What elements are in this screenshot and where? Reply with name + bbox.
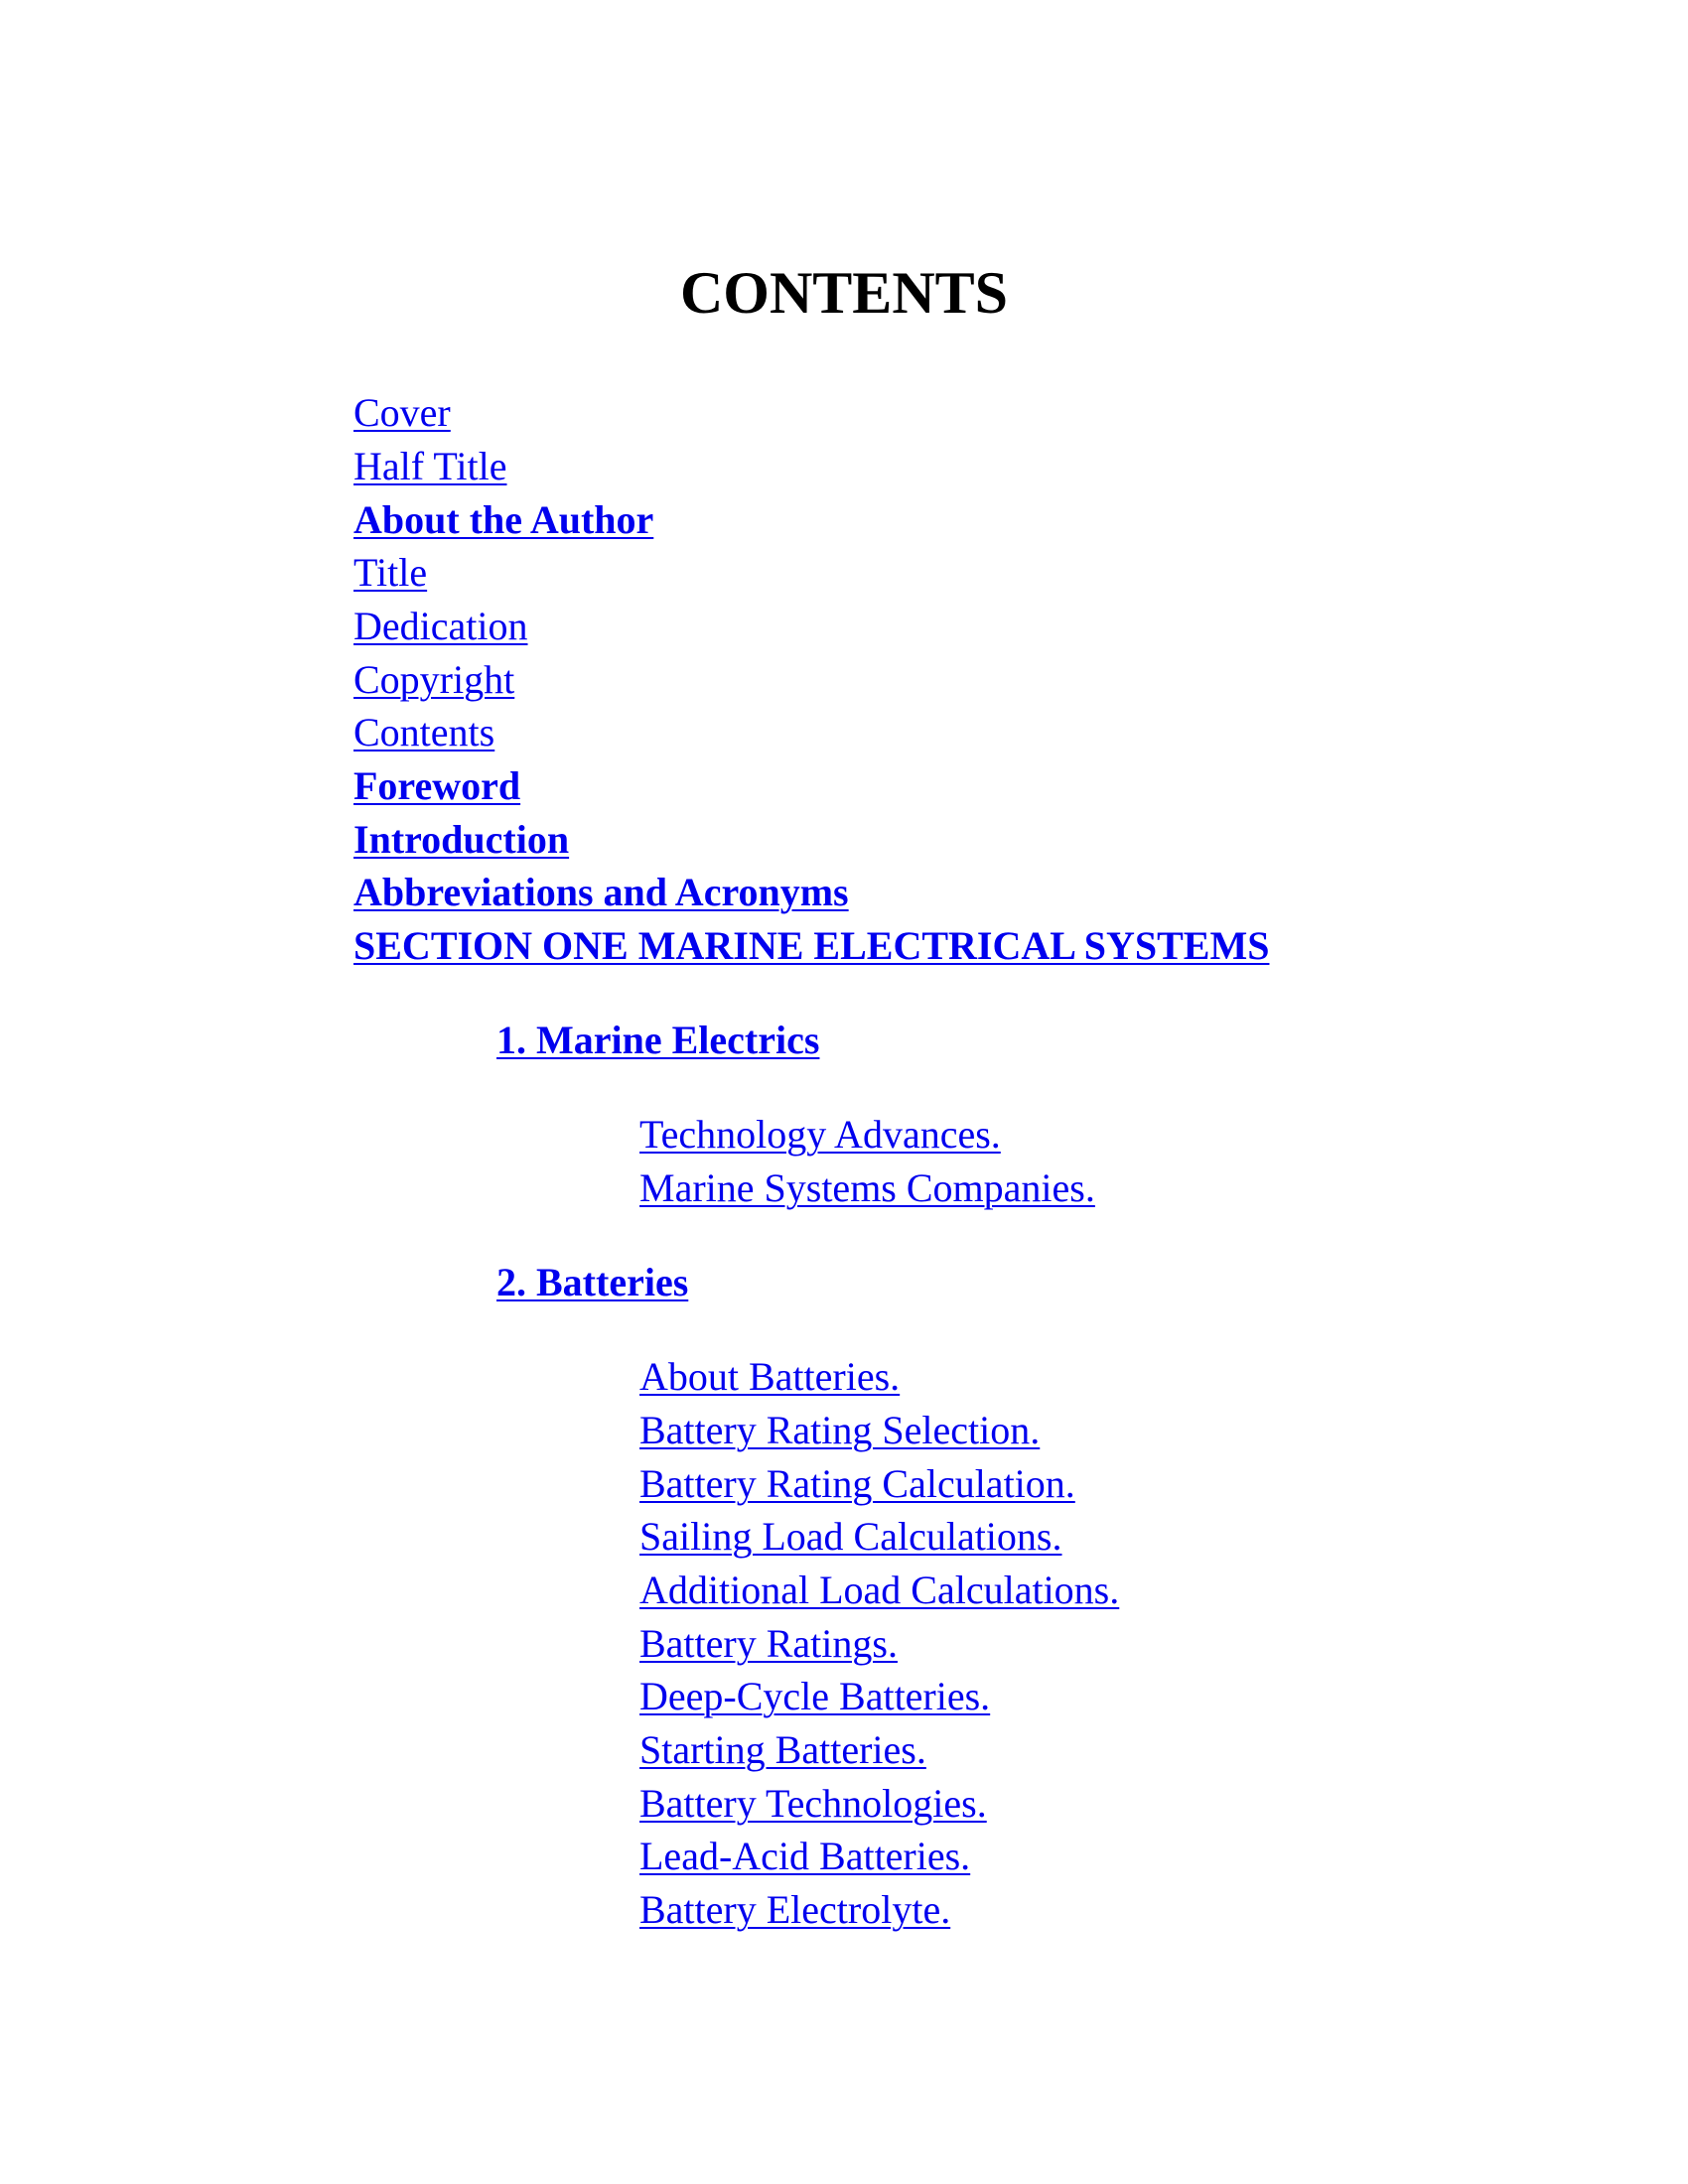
toc-link-foreword[interactable]: Foreword <box>353 763 521 808</box>
toc-link-half-title[interactable]: Half Title <box>353 444 507 488</box>
page-title: CONTENTS <box>679 260 1009 326</box>
toc-link-battery-rating-calculation[interactable]: Battery Rating Calculation. <box>639 1461 1075 1506</box>
toc-link-battery-electrolyte[interactable]: Battery Electrolyte. <box>639 1887 951 1932</box>
toc-link-battery-technologies[interactable]: Battery Technologies. <box>639 1781 987 1826</box>
toc-link-battery-ratings[interactable]: Battery Ratings. <box>639 1621 898 1666</box>
toc-link-section-one[interactable]: SECTION ONE MARINE ELECTRICAL SYSTEMS <box>353 923 1270 968</box>
toc-link-introduction[interactable]: Introduction <box>353 817 570 862</box>
toc-link-about-the-author[interactable]: About the Author <box>353 497 654 542</box>
toc-link-abbreviations[interactable]: Abbreviations and Acronyms <box>353 870 849 914</box>
toc-link-title[interactable]: Title <box>353 550 428 595</box>
toc-link-battery-rating-selection[interactable]: Battery Rating Selection. <box>639 1408 1041 1452</box>
toc-link-deep-cycle-batteries[interactable]: Deep-Cycle Batteries. <box>639 1674 991 1718</box>
toc-link-dedication[interactable]: Dedication <box>353 604 528 648</box>
toc-link-sailing-load-calculations[interactable]: Sailing Load Calculations. <box>639 1514 1062 1559</box>
toc-link-contents[interactable]: Contents <box>353 710 495 754</box>
toc-link-additional-load-calculations[interactable]: Additional Load Calculations. <box>639 1568 1120 1612</box>
toc-link-marine-systems-companies[interactable]: Marine Systems Companies. <box>639 1165 1095 1210</box>
toc-link-starting-batteries[interactable]: Starting Batteries. <box>639 1727 926 1772</box>
toc-link-about-batteries[interactable]: About Batteries. <box>639 1354 901 1399</box>
toc-link-chapter-1[interactable]: 1. Marine Electrics <box>496 1018 820 1062</box>
toc-link-technology-advances[interactable]: Technology Advances. <box>639 1112 1001 1157</box>
toc-link-chapter-2[interactable]: 2. Batteries <box>496 1260 689 1304</box>
toc-link-copyright[interactable]: Copyright <box>353 657 515 702</box>
toc-link-cover[interactable]: Cover <box>353 390 451 435</box>
toc-link-lead-acid-batteries[interactable]: Lead-Acid Batteries. <box>639 1834 971 1878</box>
